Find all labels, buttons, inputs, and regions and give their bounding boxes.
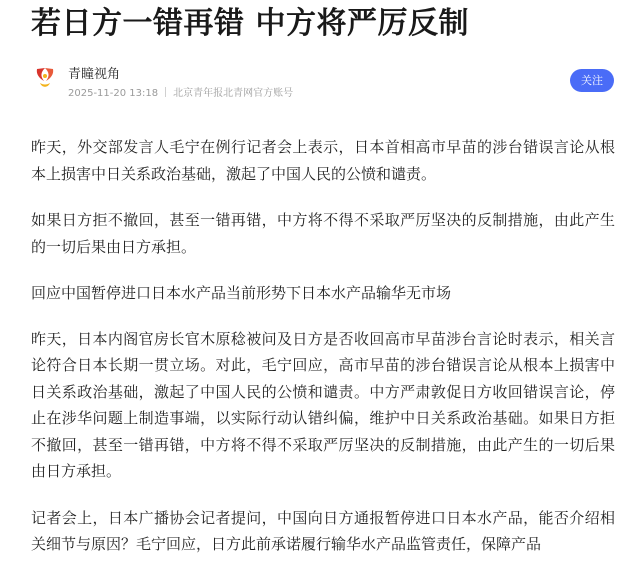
author-source: 北京青年报北青网官方账号	[173, 88, 294, 99]
follow-button[interactable]: 关注	[570, 69, 614, 92]
author-bar	[30, 64, 614, 108]
article-title: 若日方一错再错 中方将严厉反制	[31, 6, 469, 41]
meta-divider	[165, 87, 166, 97]
qingtong-logo-icon	[32, 65, 58, 91]
publish-meta	[68, 87, 293, 101]
author-name[interactable]: 青瞳视角	[68, 67, 121, 82]
article-paragraph: 昨天，外交部发言人毛宁在例行记者会上表示，日本首相高市早苗的涉台错误言论从根本上损害中日关系政治基础，激起了中国人民的公愤和谴责。	[31, 138, 615, 183]
avatar[interactable]	[30, 65, 60, 101]
article-paragraph: 记者会上，日本广播协会记者提问，中国向日方通报暂停进口日本水产品，能否介绍相关细节与原因？毛宁回应，日方此前承诺履行输华水产品监管责任，保障产品	[31, 508, 615, 553]
article-paragraph: 昨天，日本内阁官房长官木原稔被问及日方是否收回高市早苗涉台言论时表示，相关言论符合日本长期一贯立场。对此，毛宁回应，高市早苗的涉台错误言论从根本上损害中日关系政治基础，激起了中国人民的公愤和谴责。中方严肃敦促日方收回错误言论，停止在涉华问题上制造事端，以实际行动认错纠偏，维护中日关系政治基础。如果日方拒不撤回，甚至一错再错，中方将不得不采取严厉坚决的反制措施，由此产生的一切后果由日方承担。	[31, 329, 615, 480]
publish-date: 2025-11-20 13:18	[68, 88, 159, 99]
article-subheading: 回应中国暂停进口日本水产品当前形势下日本水产品输华无市场	[31, 284, 452, 302]
article-paragraph: 如果日方拒不撤回，甚至一错再错，中方将不得不采取严厉坚决的反制措施，由此产生的一切后果由日方承担。	[31, 211, 615, 256]
article-body	[31, 134, 615, 578]
